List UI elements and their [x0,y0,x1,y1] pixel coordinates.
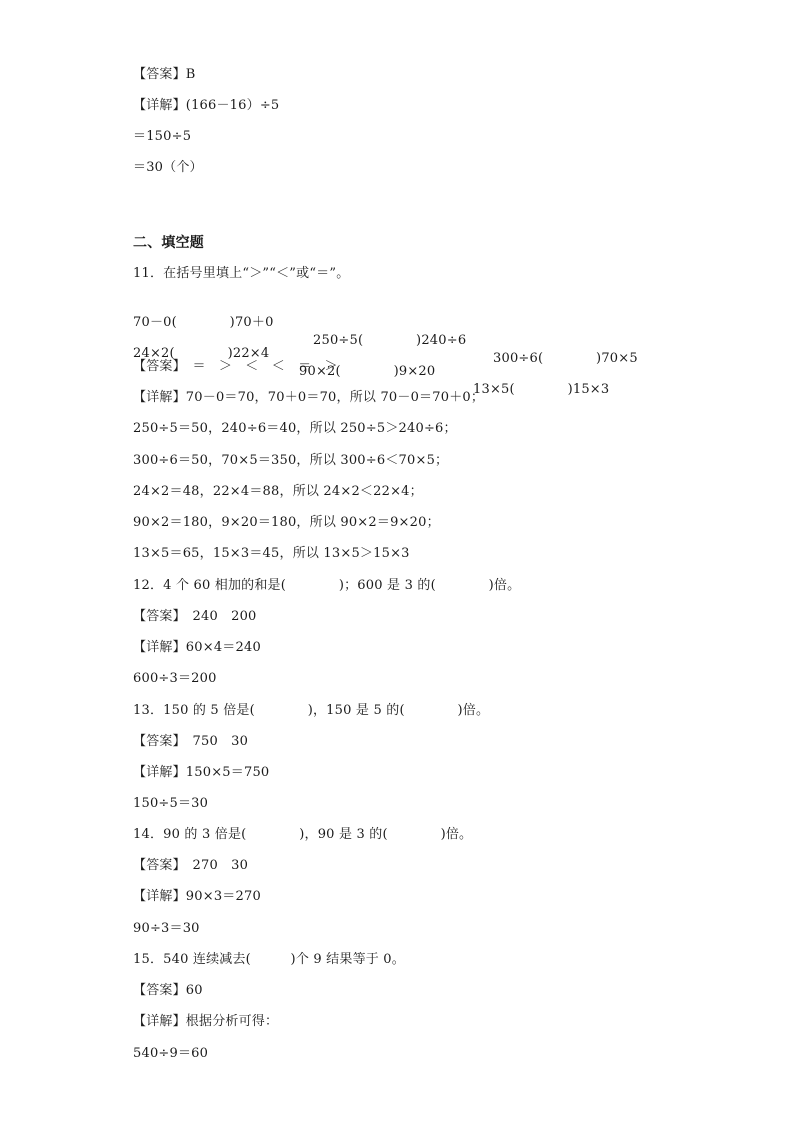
q12-detail: 【详解】60×4＝240 [133,640,261,655]
q11-detail-1: 【详解】70－0＝70，70＋0＝70，所以 70－0＝70＋0； [133,390,485,405]
q11-blank-1: 70－0( )70＋0 [133,315,274,330]
q14-step: 90÷3＝30 [133,921,200,936]
q11-question: 11．在括号里填上“＞”“＜”或“＝”。 [133,266,350,281]
q12-question: 12．4 个 60 相加的和是( )；600 是 3 的( )倍。 [133,578,521,593]
q11-blank-5: 90×2( )9×20 [299,364,436,379]
q11-detail-2: 250÷5＝50，240÷6＝40，所以 250÷5＞240÷6； [133,421,457,436]
prev-step-2: ＝30（个） [133,160,203,175]
q11-blank-3: 300÷6( )70×5 [493,351,638,366]
prev-step-1: ＝150÷5 [133,129,192,144]
q15-question: 15．540 连续减去( )个 9 结果等于 0。 [133,952,405,967]
q15-answer: 【答案】60 [133,983,203,998]
q11-answer: 【答案】 ＝ ＞ ＜ ＜ ＝ ＞ [133,359,338,374]
q13-step: 150÷5＝30 [133,796,209,811]
q14-question: 14．90 的 3 倍是( )，90 是 3 的( )倍。 [133,827,473,842]
q11-detail-5: 90×2＝180，9×20＝180，所以 90×2＝9×20； [133,515,440,530]
q12-step: 600÷3＝200 [133,671,217,686]
q11-blank-4: 24×2( )22×4 [133,346,270,361]
q11-detail-6: 13×5＝65，15×3＝45，所以 13×5＞15×3 [133,546,410,561]
q14-detail: 【详解】90×3＝270 [133,889,261,904]
q15-detail: 【详解】根据分析可得： [133,1014,279,1029]
section-title: 二、填空题 [133,235,204,251]
q13-question: 13．150 的 5 倍是( )，150 是 5 的( )倍。 [133,703,490,718]
prev-answer: 【答案】B [133,67,196,82]
q11-detail-4: 24×2＝48，22×4＝88，所以 24×2＜22×4； [133,484,423,499]
prev-detail: 【详解】(166－16）÷5 [133,98,280,113]
q13-detail: 【详解】150×5＝750 [133,765,270,780]
q15-step: 540÷9＝60 [133,1046,209,1061]
q11-blank-6: 13×5( )15×3 [473,382,610,397]
q11-detail-3: 300÷6＝50，70×5＝350，所以 300÷6＜70×5； [133,453,449,468]
q13-answer: 【答案】 750 30 [133,734,249,749]
q14-answer: 【答案】 270 30 [133,858,249,873]
q11-blank-2: 250÷5( )240÷6 [313,333,467,348]
q12-answer: 【答案】 240 200 [133,609,257,624]
